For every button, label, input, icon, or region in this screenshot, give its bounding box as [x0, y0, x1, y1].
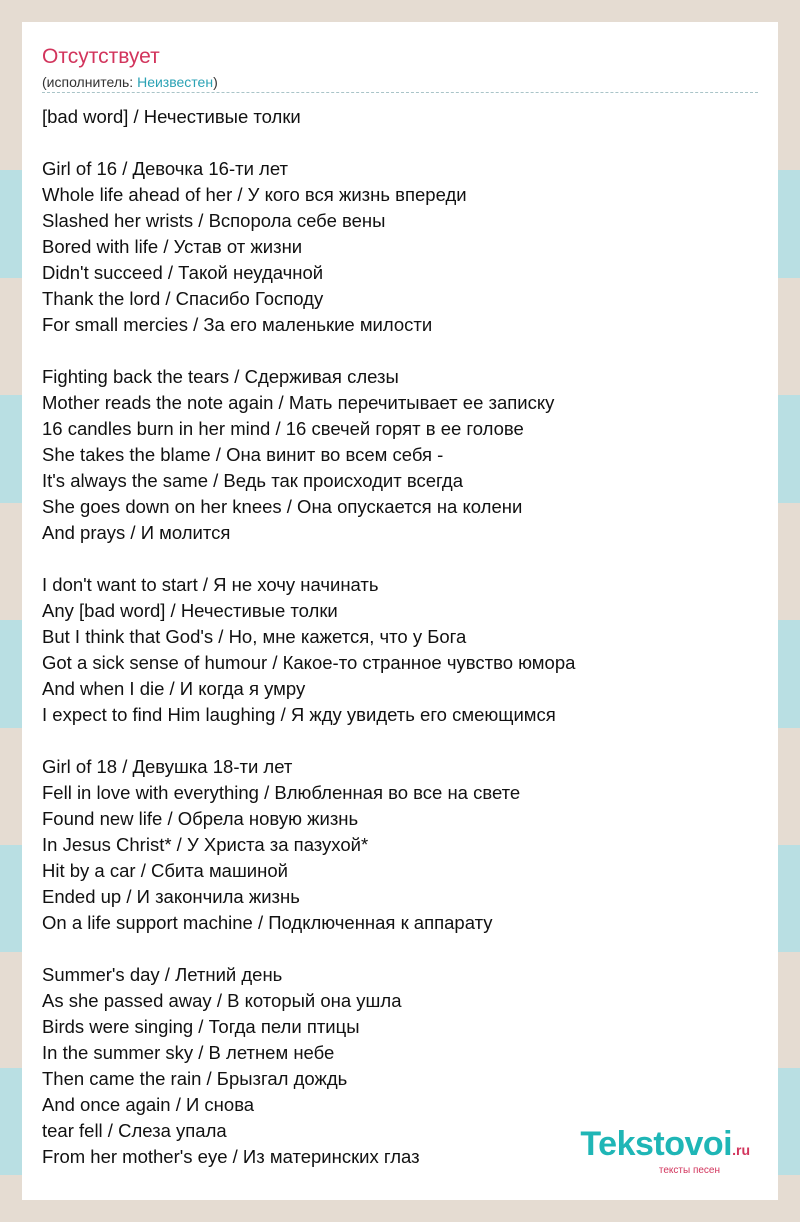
lyric-line: Girl of 16 / Девочка 16-ти лет: [42, 158, 288, 179]
stanza-break: [42, 338, 758, 364]
stanza-break: [42, 936, 758, 962]
artist-link[interactable]: Неизвестен: [137, 74, 214, 90]
lyric-line: She goes down on her knees / Она опускается на колени: [42, 496, 523, 517]
lyric-line: Mother reads the note again / Мать перечитывает ее записку: [42, 392, 555, 413]
lyrics-text: [42, 104, 758, 1170]
site-logo[interactable]: [580, 1127, 750, 1176]
lyric-line: And prays / И молится: [42, 522, 231, 543]
lyric-line: From her mother's eye / Из материнских глаз: [42, 1146, 420, 1167]
lyric-line: I expect to find Him laughing / Я жду увидеть его смеющимся: [42, 704, 556, 725]
artist-line: [42, 73, 218, 91]
lyric-line: Birds were singing / Тогда пели птицы: [42, 1016, 360, 1037]
lyric-line: Fell in love with everything / Влюбленная во все на свете: [42, 782, 521, 803]
lyric-line: She takes the blame / Она винит во всем себя -: [42, 444, 444, 465]
lyric-line: Got a sick sense of humour / Какое-то странное чувство юмора: [42, 652, 576, 673]
lyric-line: Fighting back the tears / Сдерживая слезы: [42, 366, 399, 387]
logo-main-text: Tekstovoi: [580, 1125, 733, 1163]
stanza-break: [42, 728, 758, 754]
lyric-line: Summer's day / Летний день: [42, 964, 283, 985]
lyric-line: And when I die / И когда я умру: [42, 678, 306, 699]
lyric-line: Ended up / И закончила жизнь: [42, 886, 300, 907]
stanza-break: [42, 130, 758, 156]
artist-suffix: ): [213, 74, 218, 90]
lyric-line: Slashed her wrists / Вспорола себе вены: [42, 210, 386, 231]
lyric-line: Bored with life / Устав от жизни: [42, 236, 303, 257]
lyric-line: And once again / И снова: [42, 1094, 255, 1115]
logo-tagline: тексты песен: [658, 1165, 720, 1176]
logo-domain-suffix: .ru: [732, 1142, 750, 1158]
lyric-line: 16 candles burn in her mind / 16 свечей горят в ее голове: [42, 418, 524, 439]
lyric-line: In Jesus Christ* / У Христа за пазухой*: [42, 834, 369, 855]
lyric-line: In the summer sky / В летнем небе: [42, 1042, 335, 1063]
lyric-line: tear fell / Слеза упала: [42, 1120, 227, 1141]
stanza-break: [42, 546, 758, 572]
lyric-line: As she passed away / В который она ушла: [42, 990, 402, 1011]
artist-prefix: (исполнитель:: [42, 74, 138, 90]
lyric-line: On a life support machine / Подключенная к аппарату: [42, 912, 493, 933]
lyric-line: Then came the rain / Брызгал дождь: [42, 1068, 348, 1089]
lyric-line: For small mercies / За его маленькие милости: [42, 314, 433, 335]
song-title: Отсутствует: [42, 45, 160, 68]
logo-wordmark: [580, 1127, 750, 1167]
lyric-line: Hit by a car / Сбита машиной: [42, 860, 288, 881]
lyric-line: Girl of 18 / Девушка 18-ти лет: [42, 756, 293, 777]
lyric-line: Found new life / Обрела новую жизнь: [42, 808, 359, 829]
lyric-line: Any [bad word] / Нечестивые толки: [42, 600, 338, 621]
lyric-line: It's always the same / Ведь так происходит всегда: [42, 470, 463, 491]
lyric-line: Didn't succeed / Такой неудачной: [42, 262, 324, 283]
lyric-line: Whole life ahead of her / У кого вся жизнь впереди: [42, 184, 467, 205]
lyric-line: [bad word] / Нечестивые толки: [42, 106, 301, 127]
lyric-line: Thank the lord / Спасибо Господу: [42, 288, 324, 309]
lyrics-card: [22, 22, 778, 1200]
lyric-line: But I think that God's / Но, мне кажется, что у Бога: [42, 626, 467, 647]
lyric-line: I don't want to start / Я не хочу начинать: [42, 574, 379, 595]
header-divider: [42, 92, 758, 93]
